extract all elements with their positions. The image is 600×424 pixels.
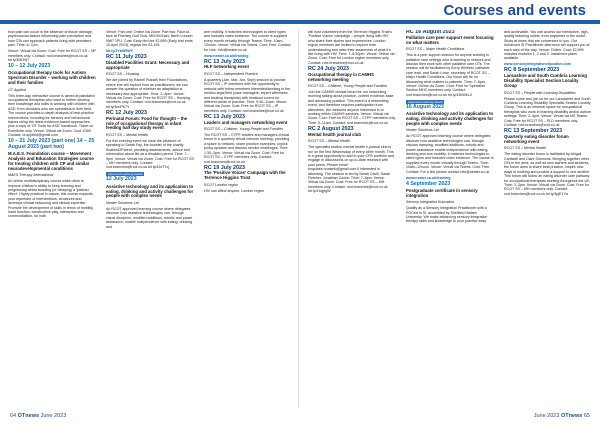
event-title: HLF networking event (204, 64, 249, 70)
brand-left: OTnews (17, 413, 40, 419)
event-title: Assistive technology and its application to eating, drinking and activity challenges for people with complex needs (406, 111, 494, 126)
event-link[interactable]: www.neater.co.uk/training (204, 53, 249, 58)
listing-body-text: An RCOT approved learning course where delegates discover how assistive technologies can, through visual discipline, modified additions, robotic and power assistance, enable independence with eating, drinking and (106, 206, 193, 229)
listing-body-text: how pain can occur in the absence of tissue damage, psychosocial factors influencing pain perception and how OTs can approach patients living with persistent pain. Time: 6–7pm. (8, 30, 93, 48)
listing-column-5 (406, 30, 494, 408)
event-title: Quarterly eating disorder forum networking event (504, 133, 569, 144)
event-organiser: Neater Solutions Ltd (406, 128, 439, 133)
event-organiser: RCOT SS – People with Learning Disabilities (504, 90, 576, 95)
event-organiser: RCOT SS – Mental Health (106, 132, 149, 137)
event-title: Lancashire and South Cumbria Learning Disability Specialist Section Locality Group (504, 73, 587, 89)
footer-left (10, 413, 66, 419)
listing-body-text: HIV can affect anyone. London region (204, 188, 265, 193)
listing-body-text: This three-day interactive course is aimed at paediatric occupational therapists who want to further develop their knowledge and skills in working with children with ASD, from clinicians who are specialists in their field. The course provides in-depth analysis of best practice interventions, including for sensory and behavioural issues using the latest evidence-based approaches, plus a copy of 'OT Tools for ASD' handbook. Ticket on Eventbrite only. Venue: Virtual via Zoom. Cost: £360. Contact: ot.applied@gmail.com (8, 93, 96, 138)
event-organiser: OT Applied (8, 87, 26, 92)
rcot-event-date: RC 13 July 2023 (204, 113, 246, 120)
page-header (0, 0, 600, 28)
event-organiser: RCOT SS – Children, Young People and Families (204, 127, 284, 132)
listing-body-text: and achievable. You can access our interactive, high-quality teaching online, from anywhere in the world. Study at times that are convenient to you. Our Advanced SI Practitioner afternoon will support you at each step of the way. Venue: Online. Cost: £2,999 includes modules 1, 2 and 3. Instalment plans available. (504, 30, 590, 61)
event-organiser: RCOT SS – Mental Health (308, 139, 351, 144)
listing-body-text: will host volunteers from the Terrence Higgins Trust's 'Positive Voices' campaign – people living with HIV who share their stories and experiences. London region members are invited to explore their understanding and raise their awareness of what it's like living with HIV. Time: 7–8:30pm. Venue: Online via Zoom. Cost: Free for London region members only. Contact: rcot.branches@rcot.co.uk (308, 30, 395, 65)
listing-body-text: For this evening event we have the pleasure of speaking to Sarah Fay, the founder of the charity Enabled2Parent, providing assessments, advice and information about life as a disabled parent. Time: 7–9pm. Venue: Virtual via Zoom. Cost: Free for RCOT SS – MH members only. Contact: rcot.branches@rcot.co.uk bit.ly/42zT7vj (106, 138, 194, 170)
event-date: 10 – 12 July 2023 (8, 63, 51, 70)
rcot-event-date: RC 2 August 2023 (308, 125, 354, 132)
event-date: 10 – 21 July 2023 (part one) 14 – 25 August 2023 (part two) (8, 138, 95, 150)
listing-body-text: An RCOT approved learning course where delegates discover how assistive technologies can, through viscous damping, modified additions, robotic and power assistance enable independence with eating, drinking and arm mobility. It matches technologies to client types and includes video evidence. The course is supplied every month virtually through Teams. Time: 10am–12noon. Venue: Virtual via Teams. Cost: Free. Contact: For a link please contact info@neater.co.uk (406, 134, 494, 174)
listing-column-1 (8, 30, 96, 408)
listing-body-text: Qualify as a Sensory Integration Practitioner with a PGCert in SI, accredited by Sheffield Hallam University. We make advancing sensory integration therapy skills and knowledge to your practice easy (406, 206, 488, 224)
rcot-event-date: RC 19 July 2023 (204, 164, 246, 171)
event-title: M.A.E.S. Foundation course – Movement Analysis and Education Strategies course for treating children with CP and similar neurodevelopmental conditions (8, 150, 94, 171)
event-title: Occupational therapy tools for Autism Spectrum Disorder – working with children and their families (8, 70, 96, 86)
event-title: Leaders and managers networking event (204, 119, 288, 125)
listing-body-text: A quarterly (Jan, Mar, Jun, Sept) session to provide RCOT SS – IP members with the opportunity to network with fellow members interested/working in the medico-legal field (case managers, expert witnesses and treating therapists) with breakout rooms for different areas of practice. Time: 9:30–11am. Venue: Virtual via Zoom. Cost: Free for RCOT SS – IP members only. Contact: rcot.branches@rcot.co.uk (204, 77, 291, 113)
event-title: Mental health journal club (308, 131, 361, 137)
listing-column-2 (106, 30, 194, 408)
listing-body-text: An online multidisciplinary course which aims to improve children's ability to keep learning and progressing whilst avoiding (or delaying) a 'plateau effect'. Highly practical in nature, this course expands your repertoire of interventions, structures and develops clinical reasoning and clinical expertise. Promote the development of skills in terms of mobility, hand function, constructive play, interaction and communication, for both (8, 179, 94, 219)
listings-columns (8, 30, 594, 408)
listing-body-text: Venue: Virtual via Zoom. Cost: Free for RCOT SS – NP members only. Contact: rcot.branches@rcot.co.uk bit.ly/40fG9jT (8, 49, 96, 63)
issue-date-left: June 2023 (40, 413, 67, 419)
rcot-event-date: RC 13 July 2023 (204, 58, 246, 65)
listing-column-4 (308, 30, 396, 408)
event-organiser: Sensory Integration Education (406, 200, 455, 205)
listing-body-text: This is a peer support session for anyone working in palliative care settings who is wanting to network and discuss their work with other palliative care OTs. The session will be facilitated by Kerry Winfield, palliative care lead, and Sarah Lowe, secretary of RCOT SS – Major Health Conditions. Our focus will be on discussing what matters to patients. Time: 7–8pm. Venue: Online via Zoom. Cost: Free for Specialist Section MHC members only. Contact: rcot.branches@rcot.co.uk bit.ly/43bWkLX (406, 53, 491, 97)
event-organiser: Neater Solutions Ltd (106, 200, 139, 205)
event-title: Disabled Facilities Grant: Necessary and appropriate (106, 60, 190, 70)
listing-body-text: We are joined by Rachel Russell from Foundations, where she will explore how as practitioners, we can answer the question of whether an adaptation is necessary and appropriate. Time: 2–4pm. Venue: Virtual via Zoom. Cost: Free for RCOT SS – Housing members only. Contact: rcot.branches@rcot.co.uk bit.ly/3nnPK7Y (106, 78, 190, 109)
page-footer (0, 410, 600, 424)
issue-date-right: June 2023 (533, 413, 560, 419)
listing-body-text: The RCOT SS – CYPF leaders and managers clinical forum is a quarterly virtual network meeting, providing a space to network, share practice examples, unpick policy updates and discuss service challenges. Time: 1:30–3pm. Venue: Virtual via Zoom. Cost: Free for RCOT SS – CYPF members only. Contact: rcot.branches@rcot.co.uk (204, 133, 290, 164)
section-title: Courses and events (443, 2, 586, 19)
rcot-event-date: RC 11 July 2023 (106, 54, 147, 61)
page-number-left: 64 (10, 413, 17, 419)
event-organiser: RCOT SS – Housing (106, 72, 140, 77)
event-organiser: RCOT SS – Major Health Conditions (406, 47, 465, 52)
event-organiser: RCOT SS – Children, Young People and Families (308, 84, 388, 89)
approved-learning-badge: Approved Learning Award (108, 172, 143, 177)
listing-column-6 (504, 30, 592, 408)
event-organiser: RCOT SS – Mental Health (504, 146, 547, 151)
event-date: 4 September 2023 (406, 180, 451, 187)
listing-body-text: Venue: Part one: Online via Zoom. Part two: Face-to-face at Finchley Golf Club, Mill Hill East, North London NW7 1PU. Cost: Early bird fee £2,899 (Early bird ends 10 April 2023), regular fee £3,199. (106, 30, 193, 48)
event-link[interactable]: www.sensoryintegrationeducation.com (504, 62, 571, 67)
event-title: The 'Positive Voices' Campaign with the Terrence Higgins Trust (204, 170, 286, 181)
listing-body-text: The specialist section mental health e-journal club is run on the first Wednesday of every other month. This is a great opportunity to add to your CPD portfolio and engage in discussions on up-to-date research with your peers. Please email enquiries.rcotsmh@gmail.com if interested in attending. The session is led by Sarah Cavill, Sarah Fletcher, Jonathan Cooke. Time: 7–8pm. Venue: Virtual via Zoom. Cost: Free for RCOT SS – MH members only. Contact: rcot.branches@rcot.co.uk bit.ly/41qjpgW (308, 145, 394, 194)
listing-body-text: arm mobility. It matches technologies to client types and includes video evidence. The course is supplied every month virtually through Teams. Time: 10am–12noon. Venue: Virtual via Teams. Cost: Free. Contact for Link: info@neater.co.uk (204, 30, 291, 52)
rcot-event-date: RC 8 September 2023 (504, 67, 560, 74)
event-title: Palliative care peer support event focusing on what matters (406, 34, 494, 45)
rcot-event-date: RC 16 August 2023 (406, 30, 455, 35)
event-organiser: RCOT SS – Independent Practice (204, 71, 258, 76)
event-organiser: MAES Therapy International (8, 173, 54, 178)
rcot-event-date: RC 12 July 2023 (106, 109, 148, 116)
event-link[interactable]: www.neater.co.uk/training (406, 175, 451, 180)
event-title: Occupational therapy in CAMHS networking meeting (308, 71, 374, 82)
event-organiser: RCOT London region (204, 182, 239, 187)
listing-column-3 (204, 30, 292, 408)
event-title: Postgraduate certificate in sensory integration (406, 187, 478, 198)
rcot-event-date: RC 13 September 2023 (504, 127, 563, 134)
header-rule (0, 20, 600, 24)
event-title: Assistive technology and its application to eating, drinking and activity challenges for people with complex needs (106, 183, 194, 199)
event-date: 12 July 2023 (106, 176, 137, 183)
event-title: Perinatal Forum: Food for thought – the role of occupational therapy in infant feeding half day study event (106, 115, 188, 131)
footer-right (534, 413, 590, 419)
page-number-right: 65 (583, 413, 590, 419)
brand-right: OTnews (560, 413, 583, 419)
listing-body-text: The eating disorder forum is facilitated by Abigail Cardwell and Clare Simmons. Bringing together other OTs in the area, as well as new starters and students, the forum aims to share best practice, inspire new ways of working and provide a support to one another. This forum will follow an eating disorder care pathway for occupational therapists working throughout the UK. Time: 2–3pm. Venue: Virtual via Zoom. Cost: Free for RCOT SS – MH members only. Contact: rcot.branches@rcot.co.uk bit.ly/3pjE1Ya (504, 152, 591, 196)
listing-body-text: Join the CAMHS clinical forum for our networking morning talking about practice, current evidence-base and advancing practice. This event is a networking event, and therefore requires participation from attendees. We welcome anyone interested in or working within CAMHS services. Venue: Virtual via Zoom. Cost: Free for RCOT SS – CYPF members only. Time: 9–11am. Contact: rcot.branches@rcot.co.uk (308, 90, 396, 125)
rcot-event-date: RC 24 July 2023 (308, 65, 350, 72)
approved-learning-badge: Approved Learning Award (408, 99, 443, 104)
event-link[interactable]: bit.ly/3YbW5WY (106, 49, 134, 54)
event-date: 16 August 2023 (406, 103, 444, 110)
listing-body-text: Please come and join us for our Lancashire and South Cumbria Learning Disability Specialist Section Locality Group. This is an informal space for occupational therapists who work in learning disability and/or autism settings. Time: 2–4pm. Venue: Virtual via MS Teams. Cost: Free for RCOT SS – PLD members only. Contact: rcot.branches@rcot.co.uk (504, 96, 591, 127)
